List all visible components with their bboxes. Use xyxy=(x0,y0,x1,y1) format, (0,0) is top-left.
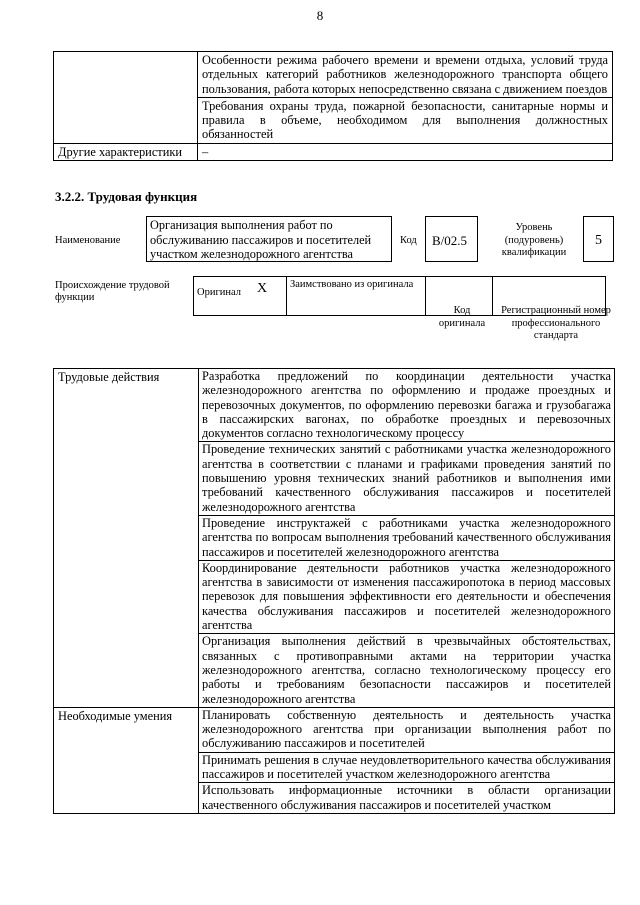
function-name: Организация выполнения работ по обслуживанию пассажиров и посетителей участком железнодорожного агентства xyxy=(146,216,392,262)
name-label: Наименование xyxy=(55,235,121,246)
reg-caption: Регистрационный номер профессионального стандарта xyxy=(501,305,611,341)
function-code: B/02.5 xyxy=(425,216,478,262)
table-row xyxy=(54,143,613,160)
origin-label: Происхождение трудовой функции xyxy=(55,280,170,303)
table-cell-label xyxy=(54,52,198,144)
action-item: Разработка предложений по координации деятельности участка железнодорожного агентства по оформлению и продаже проездных и перевозочных документов, по оформлению перевозки багажа и грузобагажа в пассажирских вагонах, по обработке проездных и перевозочных документов согласно технологическому процессу xyxy=(199,369,615,442)
table-row xyxy=(54,52,613,98)
main-table xyxy=(53,368,615,814)
section-title: 3.2.2. Трудовая функция xyxy=(55,189,198,204)
table-row xyxy=(54,369,615,442)
page-number: 8 xyxy=(316,8,324,23)
original-label: Оригинал xyxy=(194,277,255,316)
action-item: Координирование деятельности работников участка железнодорожного агентства в зависимости от изменения пассажиропотока в период массовых перевозок для повышения эффективности его деятельности и обеспечения качества обслуживания пассажиров и посетителей железнодорожного агентства xyxy=(199,560,615,633)
action-item: Проведение технических занятий с работниками участка железнодорожного агентства в соответствии с планами и графиками проведения занятий по повышению уровня технических знаний работников и выполнения ими требований качественного обслуживания пассажиров и посетителей железнодорожного агентства xyxy=(199,442,615,515)
actions-label: Трудовые действия xyxy=(54,369,199,708)
other-characteristics-value: – xyxy=(198,143,613,160)
other-characteristics-label: Другие характеристики xyxy=(54,143,198,160)
level-value: 5 xyxy=(583,216,614,262)
action-item: Проведение инструктажей с работниками участка железнодорожного агентства по вопросам выполнения требований качественного обслуживания пассажиров и посетителей железнодорожного агентства xyxy=(199,515,615,560)
skills-label: Необходимые умения xyxy=(54,707,199,813)
skill-item: Принимать решения в случае неудовлетворительного качества обслуживания пассажиров и посетителей участком железнодорожного агентства xyxy=(199,752,615,783)
knowledge-item: Требования охраны труда, пожарной безопасности, санитарные нормы и правила в объеме, необходимом для выполнения должностных обязанностей xyxy=(198,97,613,143)
knowledge-item: Особенности режима рабочего времени и времени отдыха, условий труда отдельных категорий работников железнодорожного транспорта общего пользования, работа которых непосредственно связана с движением поездов xyxy=(198,52,613,98)
table-row xyxy=(54,707,615,752)
borrowed-label: Заимствовано из оригинала xyxy=(287,277,426,316)
top-table xyxy=(53,51,613,161)
original-mark: X xyxy=(254,277,287,316)
code-caption: Код оригинала xyxy=(438,305,486,329)
level-label: Уровень (подуровень) квалификации xyxy=(501,222,567,258)
skill-item: Планировать собственную деятельность и деятельность участка железнодорожного агентства при организации выполнения работ по обслуживанию пассажиров и посетителей xyxy=(199,707,615,752)
action-item: Организация выполнения действий в чрезвычайных обстоятельствах, связанных с противоправными актами на территории участка железнодорожного агентства, согласно технологическому процессу его работы и требованиям безопасности пассажиров и посетителей железнодорожного агентства xyxy=(199,634,615,707)
skill-item: Использовать информационные источники в области организации качественного обслуживания пассажиров и посетителей участком xyxy=(199,783,615,814)
code-label: Код xyxy=(400,235,417,246)
